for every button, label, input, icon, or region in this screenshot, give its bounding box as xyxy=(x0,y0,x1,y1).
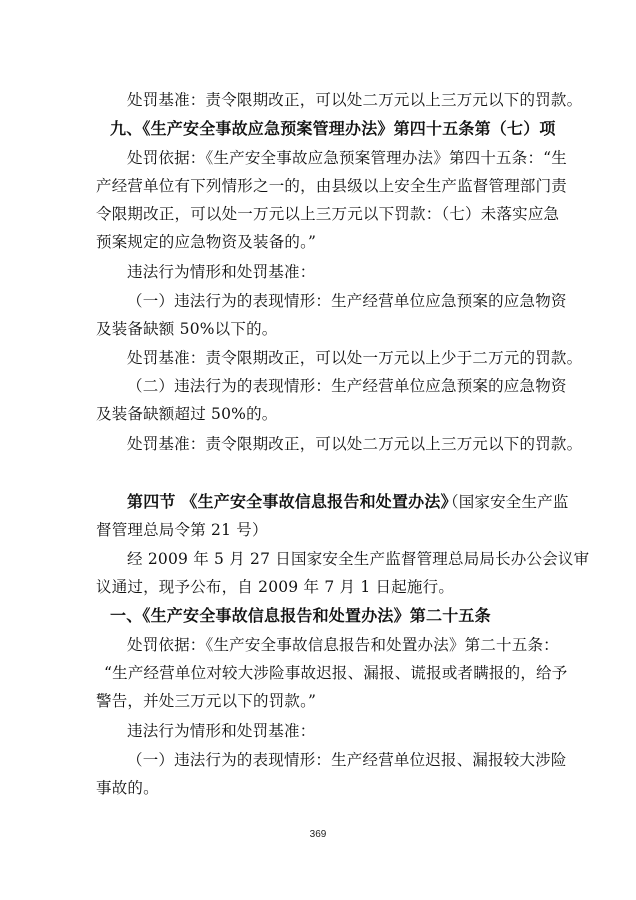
approval-note-line-1: 经 2009 年 5 月 27 日国家安全生产监督管理总局局长办公会议审 xyxy=(127,550,590,568)
penalty-basis-line-2: “生产经营单位对较大涉险事故迟报、漏报、谎报或者瞒报的，给予 xyxy=(104,664,568,682)
violation-case-one-line-1: （一）违法行为的表现情形：生产经营单位应急预案的应急物资 xyxy=(127,292,567,310)
violation-case-two-line-1: （二）违法行为的表现情形：生产经营单位应急预案的应急物资 xyxy=(127,377,567,395)
violation-standards-heading: 违法行为情形和处罚基准： xyxy=(127,722,316,740)
violation-case-one-line-2: 事故的。 xyxy=(96,779,159,797)
section-four-heading-note: （国家安全生产监 xyxy=(443,493,569,511)
violation-standards-heading: 违法行为情形和处罚基准： xyxy=(127,263,316,281)
section-four-heading-note-continued: 督管理总局令第 21 号） xyxy=(96,521,268,539)
penalty-standard-line: 处罚基准：责令限期改正，可以处一万元以上少于二万元的罚款。 xyxy=(127,349,583,367)
penalty-standard-line: 处罚基准：责令限期改正，可以处二万元以上三万元以下的罚款。 xyxy=(127,91,583,109)
penalty-standard-line: 处罚基准：责令限期改正，可以处二万元以上三万元以下的罚款。 xyxy=(127,435,583,453)
approval-note-line-2: 议通过，现予公布，自 2009 年 7 月 1 日起施行。 xyxy=(96,578,455,596)
penalty-basis-line-3: 令限期改正，可以处一万元以上三万元以下罚款：（七）未落实应急 xyxy=(96,205,560,223)
violation-case-one-line-1: （一）违法行为的表现情形：生产经营单位迟报、漏报较大涉险 xyxy=(127,751,567,769)
violation-case-two-line-2: 及装备缺额超过 50%的。 xyxy=(96,405,278,423)
penalty-basis-line-3: 警告，并处三万元以下的罚款。” xyxy=(96,692,317,710)
article-heading-one: 一、《生产安全事故信息报告和处置办法》第二十五条 xyxy=(110,606,491,625)
page-number: 369 xyxy=(309,829,327,840)
penalty-basis-line-4: 预案规定的应急物资及装备的。” xyxy=(96,233,317,251)
article-heading-nine: 九、《生产安全事故应急预案管理办法》第四十五条第（七）项 xyxy=(110,119,556,138)
section-four-heading: 第四节 《生产安全事故信息报告和处置办法》 xyxy=(127,492,457,511)
penalty-basis-line-2: 产经营单位有下列情形之一的，由县级以上安全生产监督管理部门责 xyxy=(96,177,568,195)
penalty-basis-line-1: 处罚依据：《生产安全事故信息报告和处置办法》第二十五条： xyxy=(127,636,559,654)
violation-case-one-line-2: 及装备缺额 50%以下的。 xyxy=(96,320,278,338)
penalty-basis-line-1: 处罚依据：《生产安全事故应急预案管理办法》第四十五条：“生 xyxy=(127,149,567,167)
